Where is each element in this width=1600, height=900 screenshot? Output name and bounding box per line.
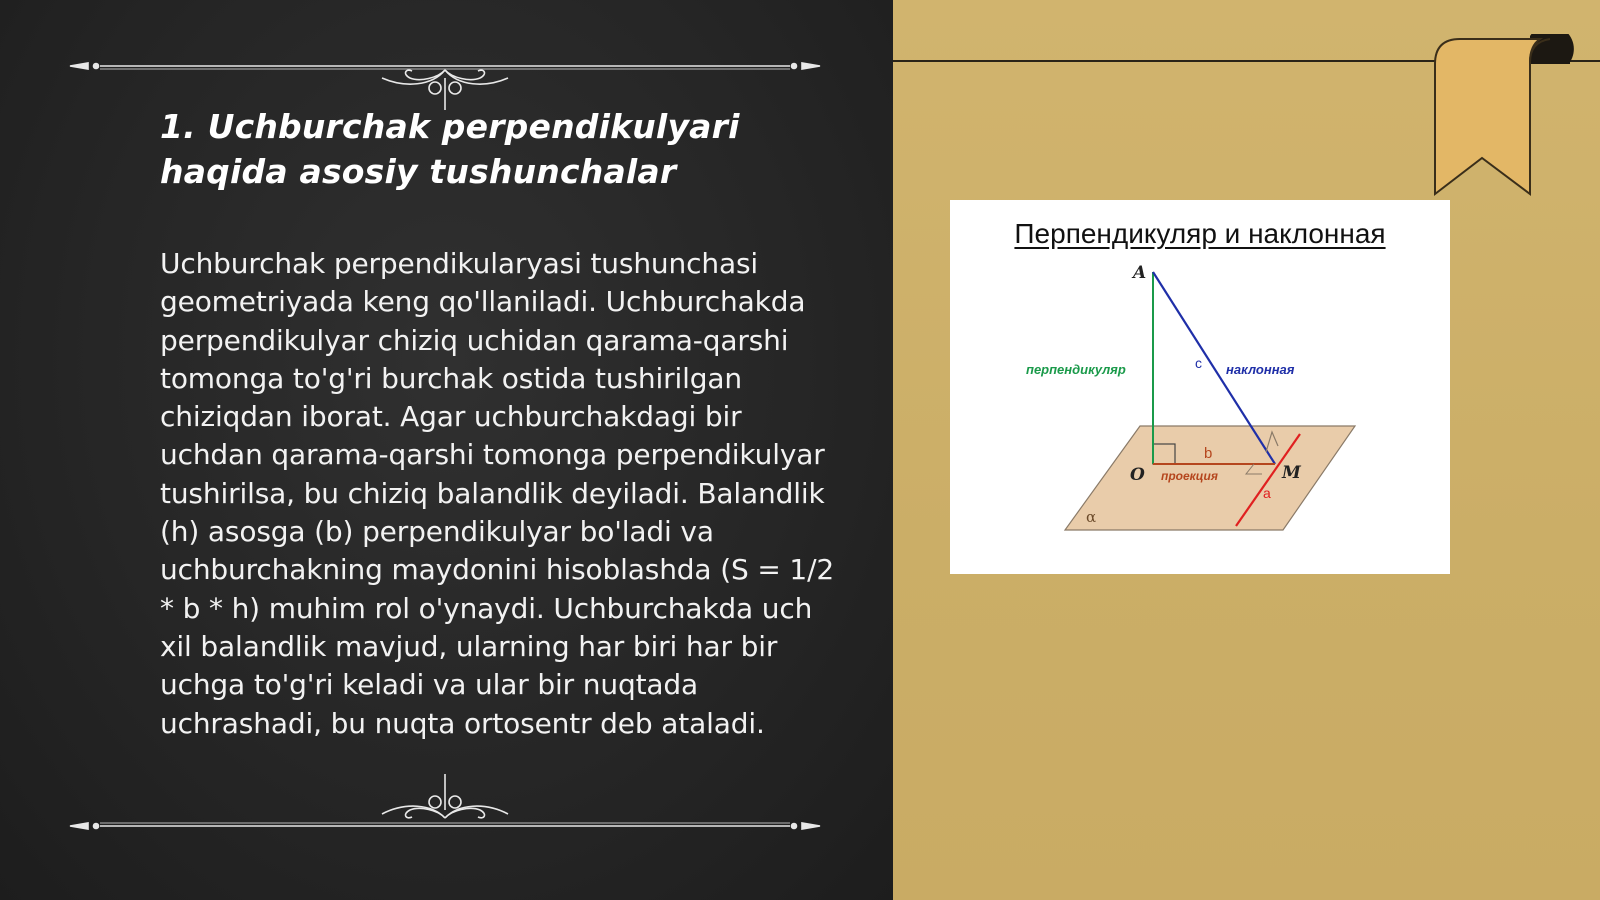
perpendicular-oblique-figure xyxy=(950,200,1450,574)
slide-title: 1. Uchburchak perpendikulyari haqida asosiy tushunchalar xyxy=(160,107,740,191)
label-perpendicular: перпендикуляр xyxy=(1026,362,1126,377)
ornament-bottom-divider xyxy=(60,770,830,830)
label-point-a: A xyxy=(1133,263,1147,283)
label-projection: проекция xyxy=(1161,469,1218,483)
slide-body-text: Uchburchak perpendikularyasi tushunchasi geometriyada keng qo'llaniladi. Uchburchakda perpendikulyar chiziq uchidan qarama-qarshi tomonga to'g'ri burchak ostida tushirilgan chiziqdan iborat. Agar uchburchakdagi bir uchdan qarama-qarshi tomonga perpendikulyar tushirilsa, bu chiziq balandlik deyiladi. Balandlik (h) asosga (b) perpendikulyar bo'ladi va uchburchakning maydonini hisoblashda (S = 1/2 * b * h) muhim rol o'ynaydi. Uchburchakda uch xil balandlik mavjud, ularning har biri har bir uchga to'g'ri keladi va ular bir nuqtada uchrashadi, bu nuqta ortosentr deb ataladi. xyxy=(160,247,835,740)
label-segment-b: b xyxy=(1204,445,1213,462)
label-point-o: O xyxy=(1130,465,1145,485)
label-plane-alpha: α xyxy=(1086,508,1097,526)
label-segment-c: c xyxy=(1195,355,1202,371)
figure-title: Перпендикуляр и наклонная xyxy=(1014,218,1386,249)
bookmark-ribbon-icon xyxy=(1430,34,1600,204)
figure-diagram xyxy=(950,200,1450,574)
label-point-m: M xyxy=(1282,463,1301,483)
label-line-a: a xyxy=(1263,485,1271,501)
label-oblique: наклонная xyxy=(1226,362,1295,377)
